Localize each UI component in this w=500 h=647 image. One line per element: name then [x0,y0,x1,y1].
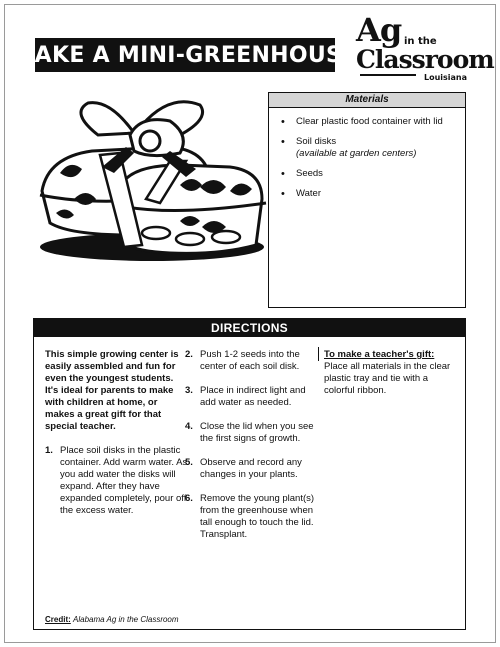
column-divider [318,347,319,361]
direction-step [185,349,315,373]
materials-item-text: Clear plastic food container with lid [296,116,443,127]
step-number: 6. [185,493,193,504]
step-text: Observe and record any changes in your plants. [200,457,302,480]
directions-intro: This simple growing center is easily assembled and fun for even the youngest students. It's ideal for parents to make with children at home, or makes a great gift for that special teacher. [45,349,179,432]
materials-item [281,188,457,200]
directions-heading: DIRECTIONS [34,319,465,337]
materials-item [281,168,457,180]
step-text: Place soil disks in the plastic container. Add warm water. As you add water the disks will expand. After they have expanded completely, pour off the excess water. [60,445,188,516]
direction-step [185,493,315,541]
directions-column-3 [324,349,459,397]
step-number: 4. [185,421,193,432]
teacher-gift-text: Place all materials in the clear plastic tray and tie with a colorful ribbon. [324,361,451,396]
materials-item [281,116,457,128]
materials-list [269,108,465,200]
materials-item [281,136,457,160]
step-number: 2. [185,349,193,360]
materials-item-text: Seeds [296,168,323,179]
step-number: 5. [185,457,193,468]
materials-heading: Materials [269,93,465,108]
step-text: Push 1-2 seeds into the center of each soil disk. [200,349,300,372]
page-title: MAKE A MINI-GREENHOUSE [35,38,335,72]
soil-disk [142,227,170,239]
soil-disk [212,231,240,243]
directions-box [33,318,466,630]
directions-column-2 [185,349,315,553]
direction-step [185,385,315,409]
teacher-gift-heading: To make a teacher's gift: [324,349,435,360]
step-number: 3. [185,385,193,396]
direction-step [185,457,315,481]
logo-in-the-text: in the [404,36,437,47]
direction-step [45,445,188,517]
materials-box [268,92,466,308]
logo-underline [360,74,416,76]
materials-item-text: Water [296,188,321,199]
greenhouse-gift-illustration [30,95,270,270]
step-text: Place in indirect light and add water as needed. [200,385,306,408]
credit-label: Credit: [45,615,71,624]
step-number: 1. [45,445,53,456]
directions-column-1 [45,349,188,529]
logo-state-text: Louisiana [424,73,468,82]
step-text: Remove the young plant(s) from the greenhouse when tall enough to touch the lid. Transplant. [200,493,315,540]
logo-classroom-text: Classroom [356,45,494,74]
bow-loop-left [81,103,134,135]
ag-in-the-classroom-logo [352,11,494,84]
direction-step [185,421,315,445]
logo-ag-text: Ag [356,11,402,49]
bow-knot [140,131,160,151]
materials-item-text: Soil disks [296,136,337,147]
step-text: Close the lid when you see the first signs of growth. [200,421,314,444]
credit-value: Alabama Ag in the Classroom [73,615,179,624]
soil-disk [176,233,204,245]
credit-line [45,615,179,624]
materials-item-note: (available at garden centers) [296,148,417,159]
